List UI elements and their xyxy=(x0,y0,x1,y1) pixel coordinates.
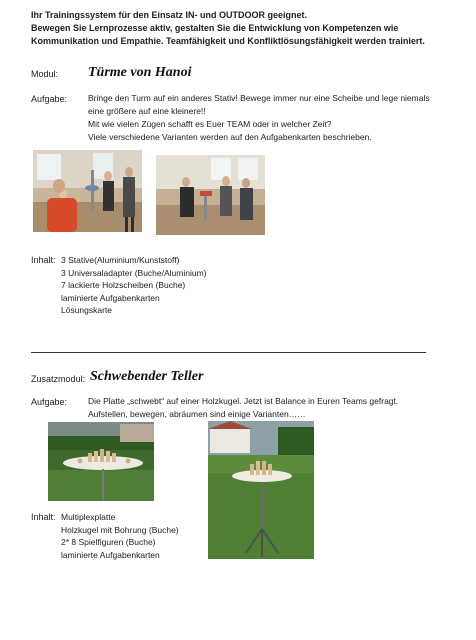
photo-hanoi-group-2 xyxy=(156,155,265,235)
content-item: Lösungskarte xyxy=(61,305,113,315)
content-item: 7 lackierte Holzscheiben (Buche) xyxy=(61,280,186,290)
content-item: laminierte Aufgabenkarten xyxy=(61,549,160,560)
task-line: Bringe den Turm auf ein anderes Stativ! Bewege immer nur eine Scheibe und lege niemals xyxy=(88,93,430,103)
content-item: 3 Stative(Aluminium/Kunststoff) xyxy=(61,255,180,265)
content-item: 2* 8 Spielfiguren (Buche) xyxy=(61,537,156,547)
zusatzmodul-title: Schwebender Teller xyxy=(90,369,204,384)
task-label-2: Aufgabe: xyxy=(31,397,68,407)
content-item: 3 Universaladapter (Buche/Aluminium) xyxy=(61,267,207,278)
intro-line-2: Bewegen Sie Lernprozesse aktiv, gestalten Sie die Entwicklung von Kompetenzen wie xyxy=(31,23,399,33)
task-line: Viele verschiedene Varianten werden auf den Aufgabenkarten beschrieben. xyxy=(88,132,372,142)
photo-schwebender-teller-2 xyxy=(208,421,314,559)
content-label: Inhalt: xyxy=(31,255,56,265)
content-list-2 xyxy=(61,511,179,561)
modul-title: Türme von Hanoi xyxy=(88,65,192,80)
content-label-2: Inhalt: xyxy=(31,512,56,522)
intro-line-3: Kommunikation und Empathie. Teamfähigkeit und Konfliktlösungsfähigkeit werden trainiert. xyxy=(31,36,425,46)
task-line: Mit wie vielen Zügen schafft es Euer TEAM oder in welcher Zeit? xyxy=(88,119,332,129)
modul-label: Modul: xyxy=(31,69,59,79)
zusatzmodul-label: Zusatzmodul: xyxy=(31,374,86,384)
content-item: laminierte Aufgabenkarten xyxy=(61,292,160,303)
photo-hanoi-group-1 xyxy=(33,150,142,232)
task-line: Aufstellen, bewegen, abräumen sind einige Varianten…… xyxy=(88,409,306,419)
content-list xyxy=(61,254,207,317)
task-description-2 xyxy=(88,395,398,421)
task-label: Aufgabe: xyxy=(31,94,68,104)
photo-schwebender-teller-1 xyxy=(48,422,154,501)
task-line: eine größere auf eine kleinere!! xyxy=(88,106,206,116)
intro-text xyxy=(31,9,451,48)
content-item: Multiplexplatte xyxy=(61,512,116,522)
task-line: Die Platte „schwebt“ auf einer Holzkugel. Jetzt ist Balance in Euren Teams gefragt. xyxy=(88,396,399,406)
content-item: Holzkugel mit Bohrung (Buche) xyxy=(61,524,179,535)
intro-line-1: Ihr Trainingssystem für den Einsatz IN- und OUTDOOR geeignet. xyxy=(31,10,308,20)
section-divider xyxy=(31,352,426,353)
task-description xyxy=(88,92,430,144)
